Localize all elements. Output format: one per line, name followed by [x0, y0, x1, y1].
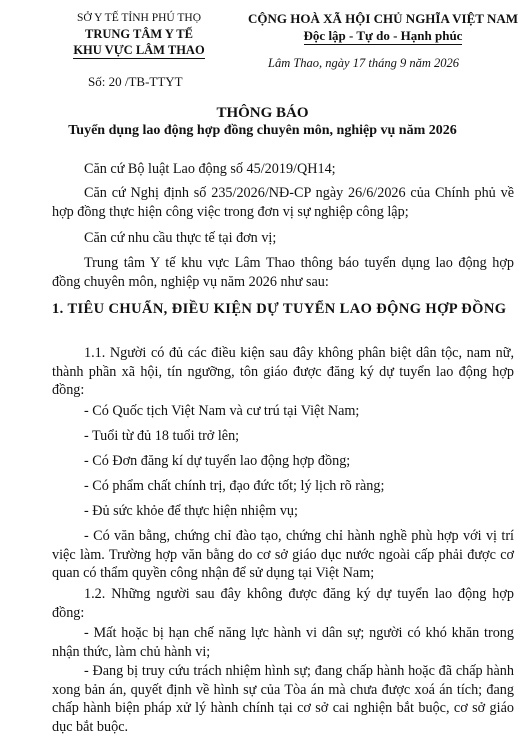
legal-basis-1: Căn cứ Bộ luật Lao động số 45/2019/QH14;: [84, 161, 336, 177]
clause-1-1: 1.1. Người có đủ các điều kiện sau đây không phân biệt dân tộc, nam nữ, thành phần xã hội, tín ngưỡng, tôn giáo được đăng ký dự tuyển lao động hợp đồng:: [52, 345, 514, 398]
agency-name-line-1: TRUNG TÂM Y TẾ: [84, 27, 193, 41]
clause-1-2: 1.2. Những người sau đây không được đăng ký dự tuyển lao động hợp đồng:: [52, 586, 514, 621]
exclusion-item: - Mất hoặc bị hạn chế năng lực hành vi dân sự; người có khó khăn trong nhận thức, làm chủ hành vi;: [52, 625, 514, 660]
document-subject: Tuyển dụng lao động hợp đồng chuyên môn, nghiệp vụ năm 2026: [68, 123, 457, 138]
condition-item: - Tuổi từ đủ 18 tuổi trở lên;: [84, 428, 240, 444]
condition-item: - Có Đơn đăng kí dự tuyển lao động hợp đồng;: [84, 453, 351, 469]
condition-item: - Có phẩm chất chính trị, đạo đức tốt; lý lịch rõ ràng;: [84, 478, 385, 494]
place-date: Lâm Thao, ngày 17 tháng 9 năm 2026: [268, 56, 459, 70]
document-type-title: THÔNG BÁO: [216, 105, 309, 121]
agency-name-line-2: KHU VỰC LÂM THAO: [73, 43, 205, 57]
legal-basis-3: Căn cứ nhu cầu thực tế tại đơn vị;: [84, 230, 277, 246]
parent-agency: SỞ Y TẾ TỈNH PHÚ THỌ: [76, 12, 202, 24]
country-name: CỘNG HOÀ XÃ HỘI CHỦ NGHĨA VIỆT NAM: [248, 11, 519, 26]
condition-item: - Có Quốc tịch Việt Nam và cư trú tại Việt Nam;: [84, 403, 360, 419]
announcement-intro: Trung tâm Y tế khu vực Lâm Thao thông báo tuyển dụng lao động hợp đồng chuyên môn, nghiệp vụ năm 2026 như sau:: [52, 255, 514, 290]
national-title-block: [248, 10, 518, 44]
condition-item: - Có văn bằng, chứng chỉ đào tạo, chứng chỉ hành nghề phù hợp với vị trí việc làm. Trường hợp văn bằng do cơ sở giáo dục nước ngoài cấp phải được cơ quan có thẩm quyền công nhận để sử dụng tại Việt Nam;: [52, 528, 514, 581]
condition-item: - Đủ sức khỏe để thực hiện nhiệm vụ;: [84, 503, 298, 519]
legal-basis-2: Căn cứ Nghị định số 235/2026/NĐ-CP ngày 26/6/2026 của Chính phủ về hợp đồng thực hiện công việc trong đơn vị sự nghiệp công lập;: [52, 185, 514, 220]
section-1-heading: 1. TIÊU CHUẨN, ĐIỀU KIỆN DỰ TUYỂN LAO ĐỘNG HỢP ĐỒNG: [52, 301, 507, 317]
national-motto: Độc lập - Tự do - Hạnh phúc: [303, 28, 463, 43]
issuing-agency-block: [44, 10, 234, 58]
document-number: Số: 20 /TB-TTYT: [88, 74, 183, 89]
exclusion-item: - Đang bị truy cứu trách nhiệm hình sự; đang chấp hành hoặc đã chấp hành xong bản án, quyết định về hình sự của Tòa án mà chưa được xoá án tích; đang chấp hành biện pháp xử lý hành chính tại cơ sở cai nghiện bắt buộc, cơ sở giáo dục bắt buộc.: [52, 663, 514, 735]
